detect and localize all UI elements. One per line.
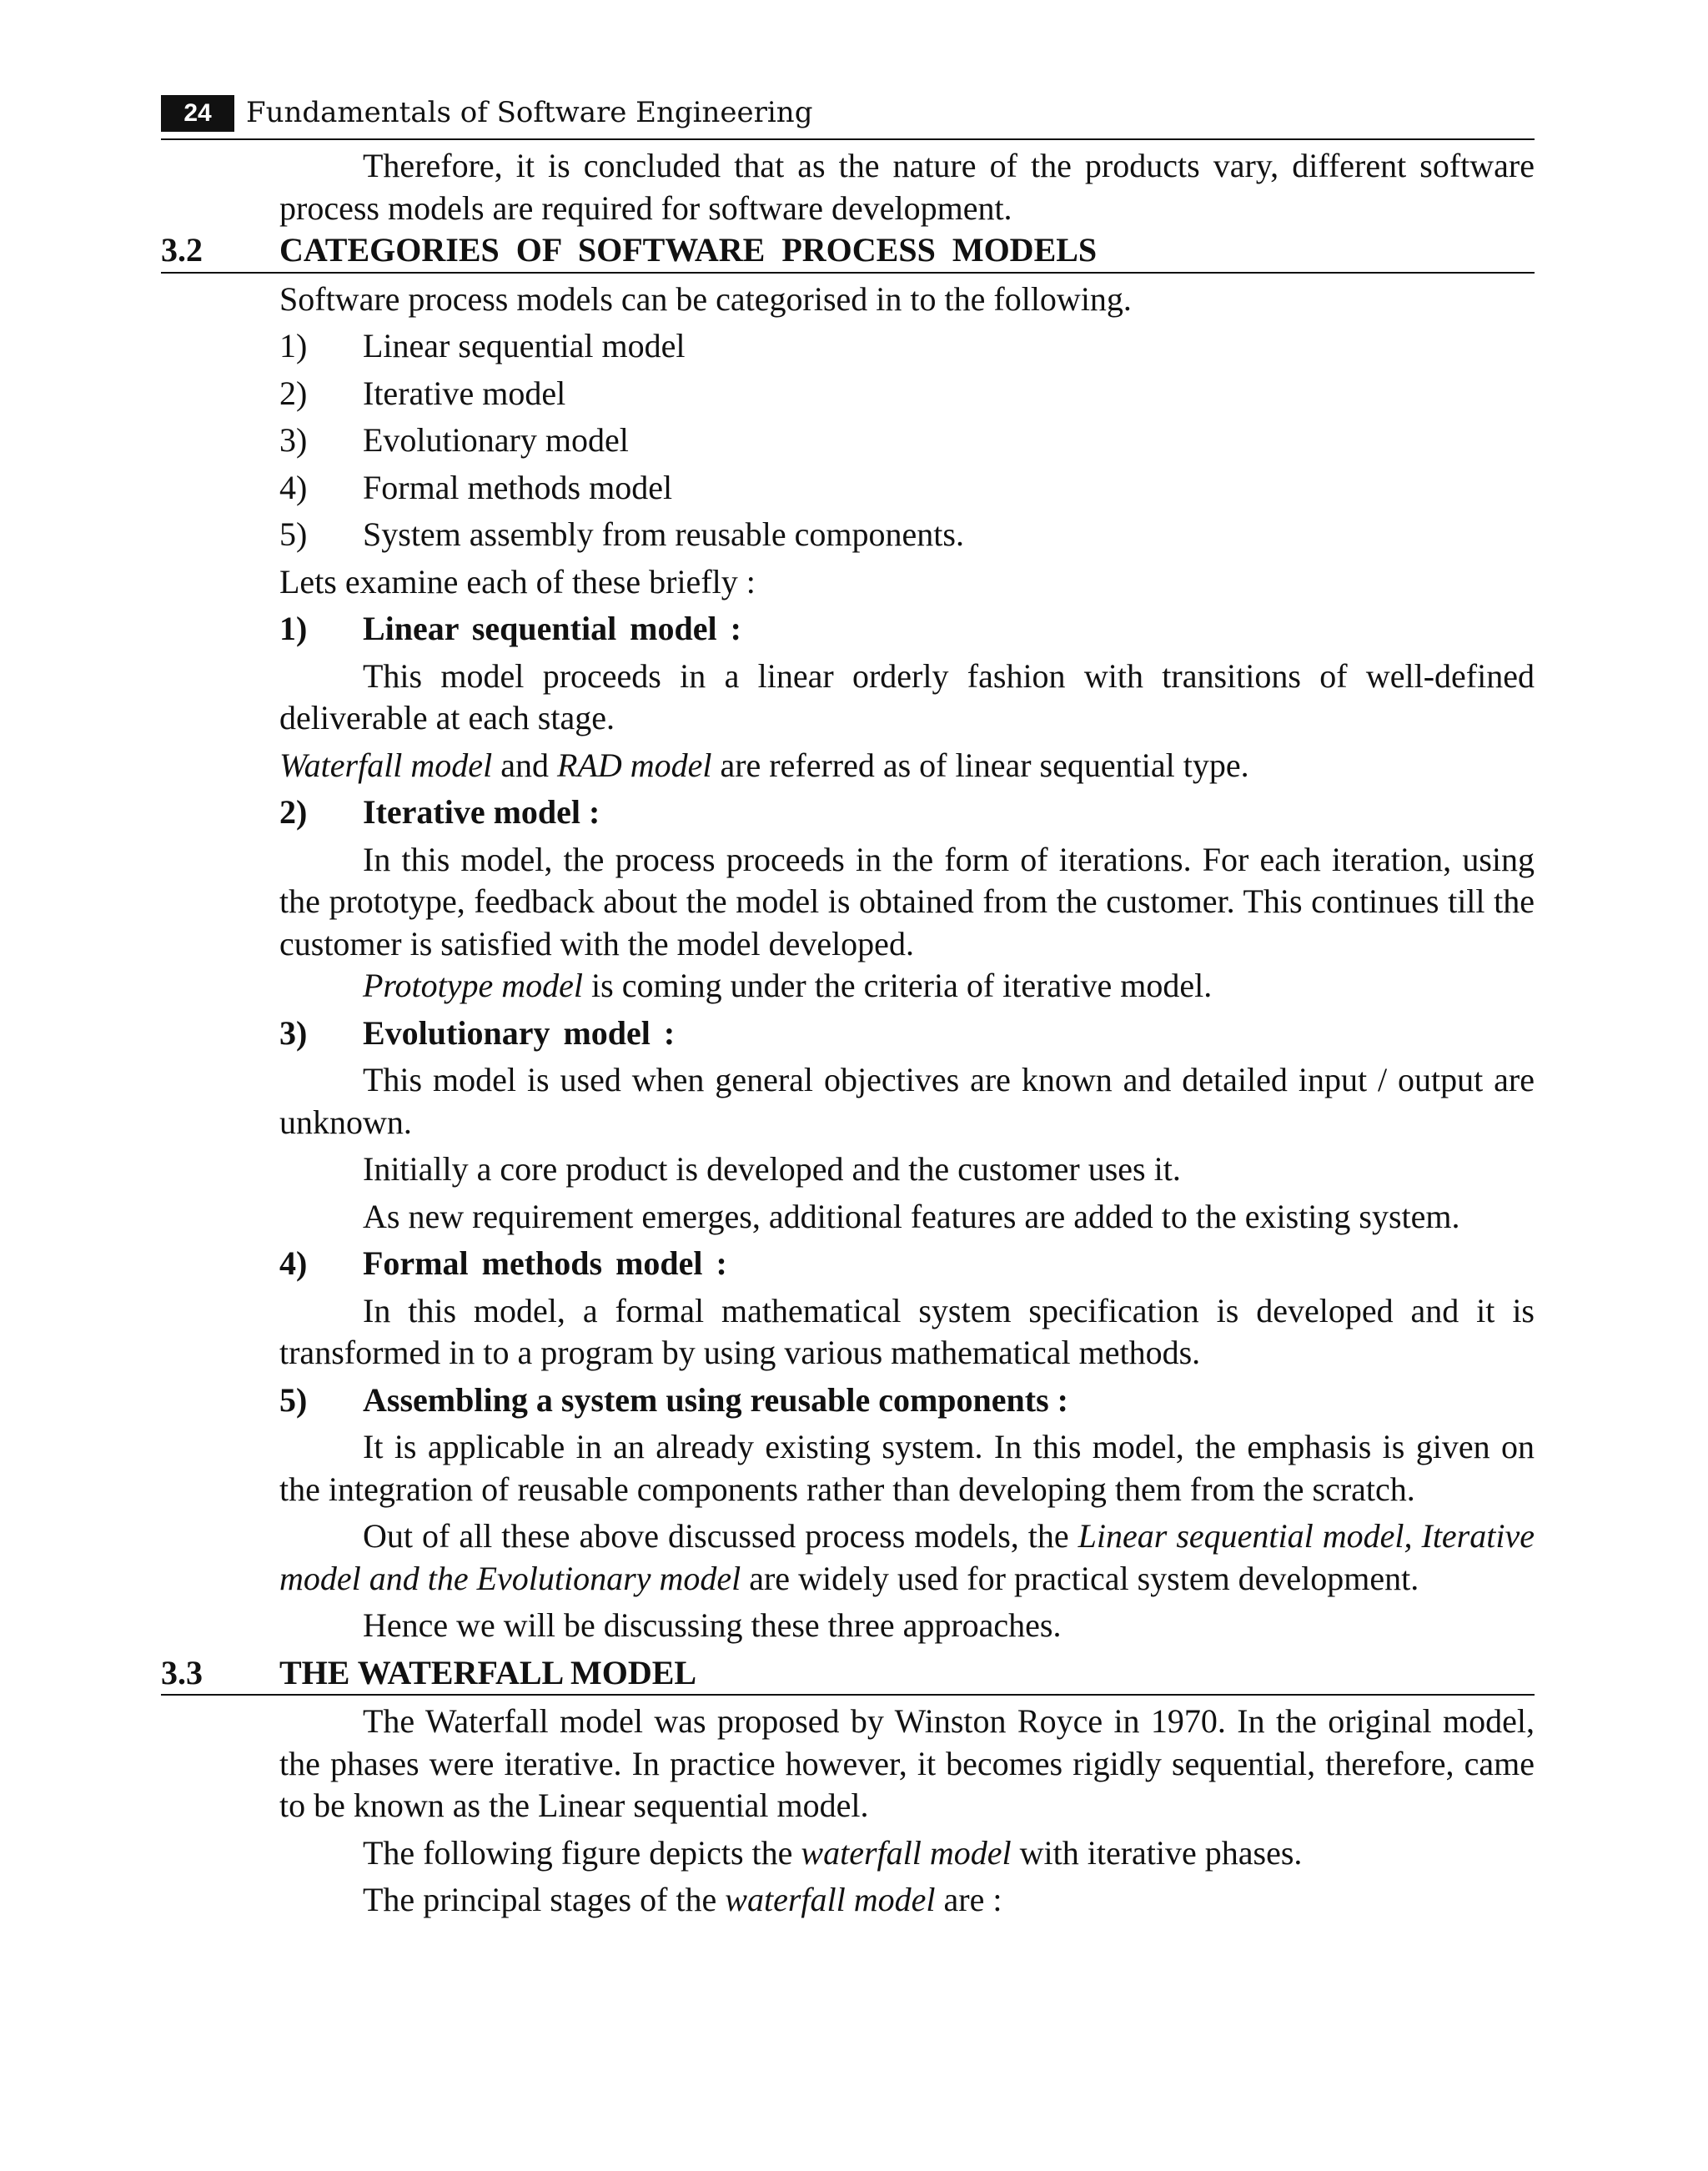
- categories-list: [161, 325, 1535, 556]
- formal-paragraph: In this model, a formal mathematical system specification is developed and it is transformed in to a program by using various mathematical methods.: [279, 1291, 1535, 1371]
- list-item-text: System assembly from reusable components.: [363, 515, 964, 553]
- list-item-text: Iterative model: [363, 374, 566, 412]
- text-run: with iterative phases.: [1011, 1833, 1303, 1872]
- text-run: and: [492, 746, 557, 784]
- list-item: [279, 514, 1535, 556]
- text-run: is coming under the criteria of iterative model.: [583, 967, 1213, 1004]
- book-title: Fundamentals of Software Engineering: [246, 96, 813, 129]
- iterative-paragraph: In this model, the process proceeds in the form of iterations. For each iteration, using the prototype, feedback about the model is obtained from the customer. This continues till the customer is satisfied with the model developed.: [279, 840, 1535, 962]
- text-run: are :: [935, 1881, 1002, 1918]
- section-heading-3-3: [161, 1652, 1535, 1696]
- list-item-text: Evolutionary model: [363, 421, 629, 459]
- section-title: THE WATERFALL MODEL: [279, 1653, 697, 1691]
- subheading-evolutionary: [279, 1013, 1535, 1055]
- figure-reference-paragraph: [279, 1832, 1535, 1875]
- subheading-text: Assembling a system using reusable components :: [363, 1380, 1068, 1419]
- subheading-number: 5): [279, 1380, 308, 1419]
- subheading-text: Iterative model :: [363, 793, 600, 831]
- subheading-number: 3): [279, 1013, 308, 1052]
- evolutionary-paragraph: This model is used when general objectives are known and detailed input / output are unknown.: [279, 1061, 1535, 1141]
- list-item-number: 5): [279, 515, 308, 553]
- page-number: 24: [161, 95, 234, 132]
- list-item-number: 4): [279, 468, 308, 506]
- waterfall-model-term: waterfall model: [725, 1881, 936, 1918]
- list-item-number: 1): [279, 327, 308, 364]
- list-item-number: 3): [279, 421, 308, 459]
- approaches-term: Linear sequential model, Iterative model and the Evolutionary model: [279, 1517, 1535, 1597]
- linear-paragraph: This model proceeds in a linear orderly fashion with transitions of well-defined deliverable at each stage.: [279, 656, 1535, 736]
- prototype-model-term: Prototype model: [363, 967, 584, 1004]
- core-product-paragraph: Initially a core product is developed and the customer uses it.: [363, 1150, 1181, 1188]
- text-run: are widely used for practical system development.: [741, 1559, 1419, 1597]
- list-item-text: Formal methods model: [363, 468, 673, 506]
- rad-model-term: RAD model: [556, 746, 712, 784]
- section-heading-3-2: [161, 229, 1535, 274]
- running-header: [161, 90, 1535, 140]
- examine-line: Lets examine each of these briefly :: [279, 562, 756, 601]
- subheading-text: Evolutionary model :: [363, 1013, 676, 1052]
- text-run: The principal stages of the: [363, 1881, 726, 1918]
- subheading-assembling: [279, 1379, 1535, 1422]
- list-item-text: Linear sequential model: [363, 327, 686, 364]
- section-title: CATEGORIES OF SOFTWARE PROCESS MODELS: [279, 231, 1098, 269]
- subheading-number: 1): [279, 610, 308, 647]
- categories-lead: Software process models can be categorised in to the following.: [279, 279, 1132, 318]
- text-run: Out of all these above discussed process models, the: [363, 1517, 1078, 1555]
- waterfall-intro-paragraph: The Waterfall model was proposed by Winston Royce in 1970. In the original model, the phases were iterative. In practice however, it becomes rigidly sequential, therefore, came to be known as the Linear sequential model.: [279, 1702, 1535, 1824]
- subheading-formal: [279, 1243, 1535, 1285]
- new-requirement-paragraph: As new requirement emerges, additional features are added to the existing system.: [363, 1197, 1460, 1235]
- waterfall-model-term: Waterfall model: [279, 746, 493, 784]
- subheading-text: Linear sequential model :: [363, 610, 741, 647]
- section-number: 3.2: [161, 231, 203, 269]
- subheading-number: 4): [279, 1244, 308, 1282]
- list-item: [279, 373, 1535, 415]
- text-run: The following figure depicts the: [363, 1833, 801, 1872]
- principal-stages-paragraph: [279, 1879, 1535, 1922]
- waterfall-model-term: waterfall model: [801, 1833, 1012, 1872]
- list-item: [279, 325, 1535, 368]
- list-item-number: 2): [279, 374, 308, 412]
- subheading-iterative: [279, 792, 1535, 834]
- list-item: [279, 467, 1535, 510]
- assembling-paragraph: It is applicable in an already existing system. In this model, the emphasis is given on the integration of reusable components rather than developing them from the scratch.: [279, 1428, 1535, 1508]
- page-content: [161, 145, 1535, 1922]
- subheading-number: 2): [279, 793, 308, 831]
- hence-paragraph: Hence we will be discussing these three approaches.: [363, 1606, 1062, 1644]
- text-run: are referred as of linear sequential type.: [711, 746, 1249, 784]
- subheading-linear: [279, 608, 1535, 651]
- subheading-text: Formal methods model :: [363, 1244, 727, 1282]
- linear-types-paragraph: [279, 745, 1535, 787]
- intro-paragraph: Therefore, it is concluded that as the nature of the products vary, different software process models are required for software development.: [279, 147, 1535, 227]
- prototype-paragraph: [279, 965, 1535, 1008]
- list-item: [279, 420, 1535, 462]
- section-number: 3.3: [161, 1653, 203, 1691]
- summary-paragraph: [279, 1515, 1535, 1600]
